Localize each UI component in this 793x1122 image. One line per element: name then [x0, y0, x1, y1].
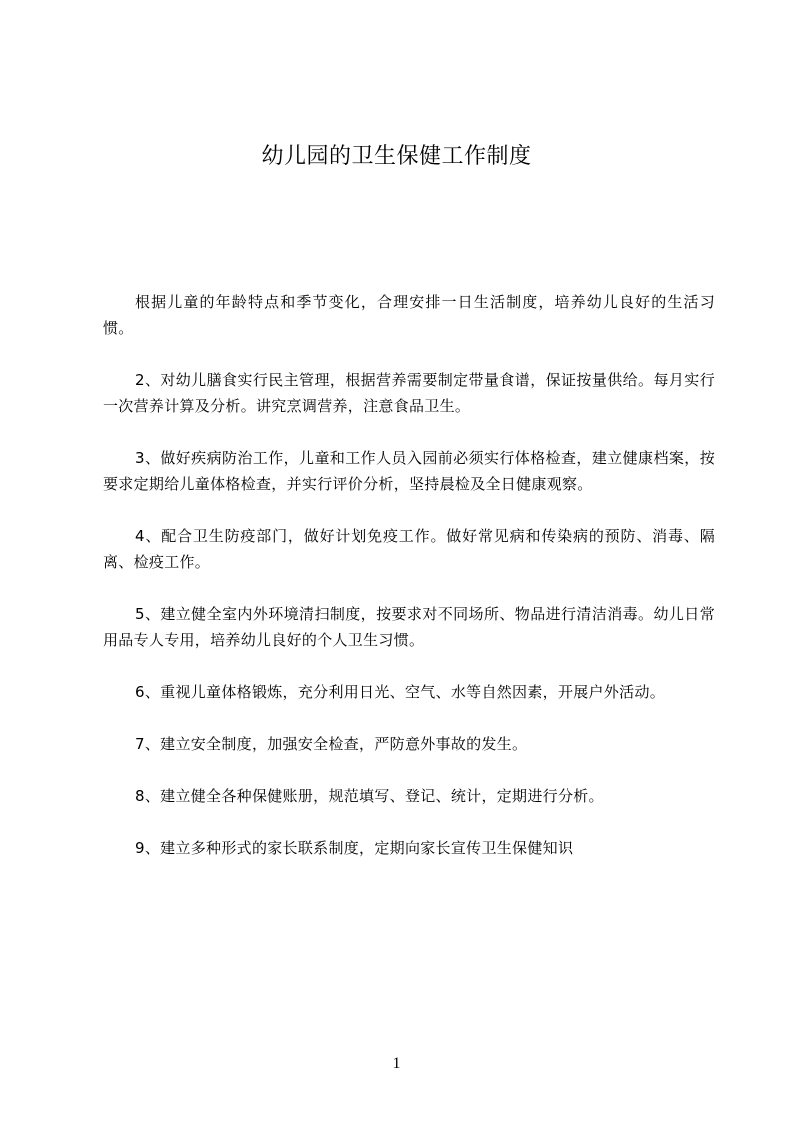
paragraph-9: 9、建立多种形式的家长联系制度，定期向家长宣传卫生保健知识 — [135, 839, 574, 857]
document-title: 幼儿园的卫生保健工作制度 — [261, 144, 532, 169]
paragraph-8: 8、建立健全各种保健账册，规范填写、登记、统计，定期进行分析。 — [135, 787, 604, 805]
paragraph-1: 根据儿童的年龄特点和季节变化，合理安排一日生活制度，培养幼儿良好的生活习惯。 — [103, 293, 715, 337]
paragraph-3: 3、做好疾病防治工作，儿童和工作人员入园前必须实行体格检查，建立健康档案，按要求定期给儿童体格检查，并实行评价分析，坚持晨检及全日健康观察。 — [103, 449, 715, 493]
paragraph-4: 4、配合卫生防疫部门，做好计划免疫工作。做好常见病和传染病的预防、消毒、隔离、检疫工作。 — [103, 527, 715, 571]
page-number: 1 — [392, 1055, 401, 1072]
paragraph-2: 2、对幼儿膳食实行民主管理，根据营养需要制定带量食谱，保证按量供给。每月实行一次营养计算及分析。讲究烹调营养，注意食品卫生。 — [103, 371, 715, 415]
document-body — [103, 289, 715, 887]
paragraph-6: 6、重视儿童体格锻炼，充分利用日光、空气、水等自然因素，开展户外活动。 — [135, 683, 666, 701]
paragraph-7: 7、建立安全制度，加强安全检查，严防意外事故的发生。 — [135, 735, 528, 753]
paragraph-5: 5、建立健全室内外环境清扫制度，按要求对不同场所、物品进行清洁消毒。幼儿日常用品专人专用，培养幼儿良好的个人卫生习惯。 — [103, 605, 715, 649]
